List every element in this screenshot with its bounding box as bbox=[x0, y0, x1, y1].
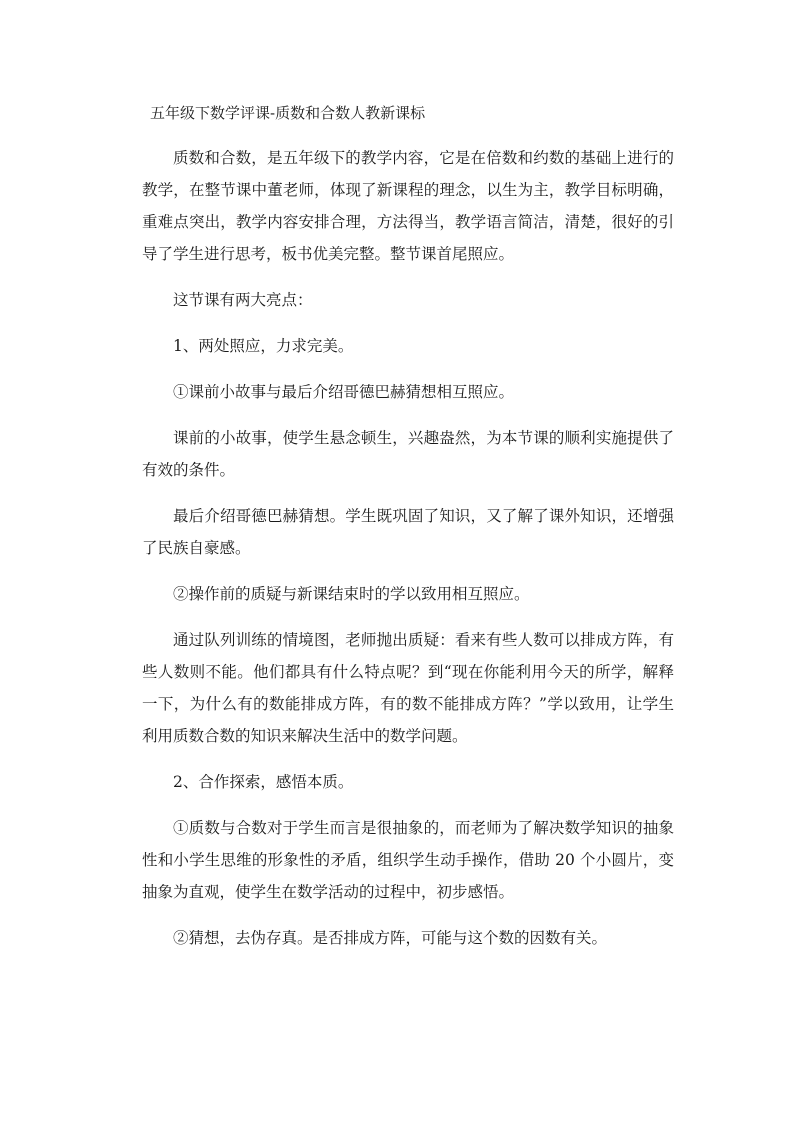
paragraph-point-2-sub-2: ②猜想，去伪存真。是否排成方阵，可能与这个数的因数有关。 bbox=[173, 929, 608, 947]
paragraph-point-1-sub-2: ②操作前的质疑与新课结束时的学以致用相互照应。 bbox=[173, 585, 530, 603]
paragraph-point-2: 2、合作探索，感悟本质。 bbox=[173, 773, 354, 791]
paragraph-intro: 质数和合数，是五年级下的教学内容，它是在倍数和约数的基础上进行的教学，在整节课中董老师，体现了新课程的理念，以生为主，教学目标明确，重难点突出，教学内容安排合理，方法得当，教学语言简洁，清楚，很好的引导了学生进行思考，板书优美完整。整节课首尾照应。 bbox=[142, 149, 674, 263]
document-title: 五年级下数学评课-质数和合数人教新课标 bbox=[150, 104, 426, 122]
document-body bbox=[142, 142, 674, 968]
paragraph-highlights-heading: 这节课有两大亮点： bbox=[173, 291, 313, 309]
paragraph-queue-training: 通过队列训练的情境图，老师抛出质疑：看来有些人数可以排成方阵，有些人数则不能。他们都具有什么特点呢？到“现在你能利用今天的所学，解释一下，为什么有的数能排成方阵，有的数不能排成方阵？”学以致用，让学生利用质数合数的知识来解决生活中的数学问题。 bbox=[142, 631, 674, 745]
paragraph-point-1-sub-1: ①课前小故事与最后介绍哥德巴赫猜想相互照应。 bbox=[173, 383, 515, 401]
paragraph-goldbach: 最后介绍哥德巴赫猜想。学生既巩固了知识，又了解了课外知识，还增强了民族自豪感。 bbox=[142, 507, 674, 557]
paragraph-point-2-sub-1: ①质数与合数对于学生而言是很抽象的，而老师为了解决数学知识的抽象性和小学生思维的形象性的矛盾，组织学生动手操作，借助 20 个小圆片，变抽象为直观，使学生在数学活动的过程中，初步感悟。 bbox=[142, 819, 674, 901]
paragraph-point-1: 1、两处照应，力求完美。 bbox=[173, 337, 354, 355]
paragraph-story: 课前的小故事，使学生悬念顿生，兴趣盎然，为本节课的顺利实施提供了有效的条件。 bbox=[142, 429, 674, 479]
